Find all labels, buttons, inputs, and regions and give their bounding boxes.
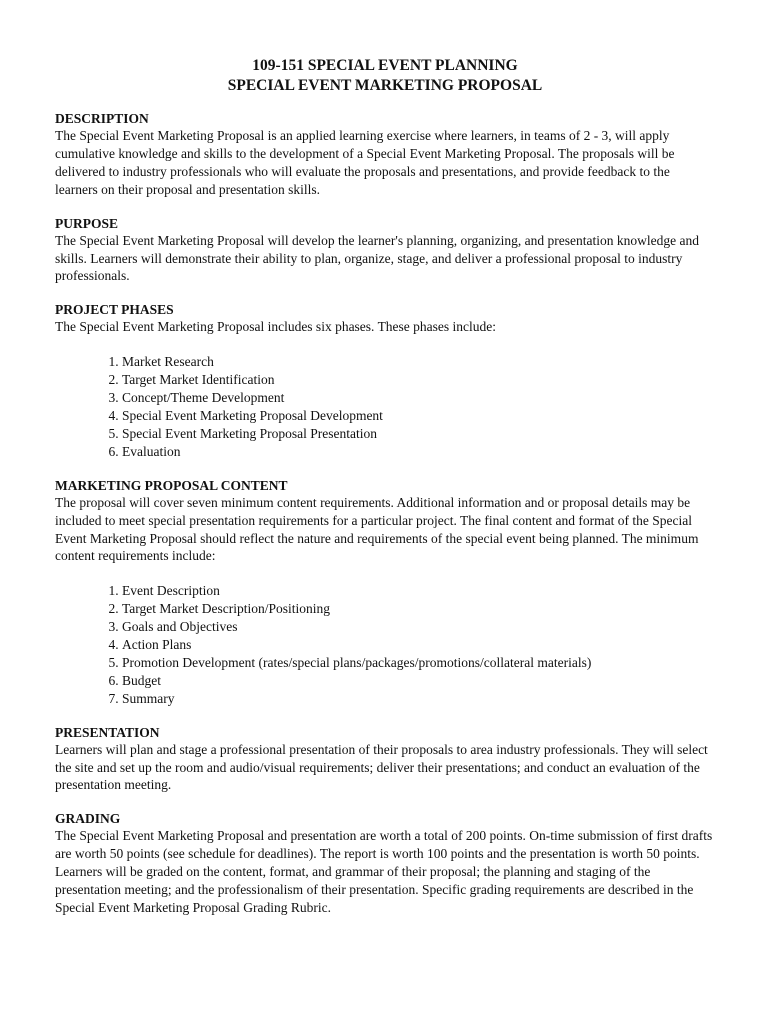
description-text: The Special Event Marketing Proposal is an applied learning exercise where learners, in teams of 2 - 3, will apply cumulative knowledge and skills to the development of a Special Event Marketing Proposal. The proposals will be delivered to industry professionals who will evaluate the proposals and presentations, and provide feedback to the learners on their proposal and presentation skills. bbox=[55, 128, 675, 197]
list-item: 4. Special Event Marketing Proposal Development bbox=[122, 407, 715, 425]
proposal-title: SPECIAL EVENT MARKETING PROPOSAL bbox=[227, 77, 543, 94]
list-item: 6. Budget bbox=[122, 672, 715, 690]
grading-section bbox=[55, 810, 715, 917]
presentation-section bbox=[55, 724, 715, 795]
list-item: 2. Target Market Identification bbox=[122, 371, 715, 389]
project-phases-section bbox=[55, 301, 715, 460]
list-item: 2. Target Market Description/Positioning bbox=[122, 600, 715, 618]
marketing-proposal-content-section bbox=[55, 477, 715, 708]
section-heading-description: DESCRIPTION bbox=[55, 111, 149, 126]
list-item: 5. Special Event Marketing Proposal Presentation bbox=[122, 425, 715, 443]
list-item: 3. Goals and Objectives bbox=[122, 618, 715, 636]
document-title bbox=[55, 56, 715, 96]
section-heading-purpose: PURPOSE bbox=[55, 215, 119, 231]
marketing-proposal-content-text: The proposal will cover seven minimum content requirements. Additional information and or proposal details may be included to meet special presentation requirements for a particular project. The final content and format of the Special Event Marketing Proposal should reflect the nature and requirements of the special event being planned. The minimum content requirements include: bbox=[55, 494, 699, 564]
list-item: 5. Promotion Development (rates/special plans/packages/promotions/collateral materials) bbox=[122, 654, 715, 672]
list-item: 3. Concept/Theme Development bbox=[122, 389, 715, 407]
document-page bbox=[55, 56, 715, 933]
project-phases-list bbox=[55, 353, 715, 460]
section-heading-grading: GRADING bbox=[55, 811, 121, 827]
presentation-text: Learners will plan and stage a professional presentation of their proposals to area industry professionals. They will select the site and set up the room and audio/visual requirements; deliver their presentations; and conduct an evaluation of the presentation meeting. bbox=[55, 741, 708, 793]
purpose-section bbox=[55, 215, 715, 286]
course-title: 109-151 SPECIAL EVENT PLANNING bbox=[252, 57, 518, 74]
list-item: 1. Event Description bbox=[122, 582, 715, 600]
section-heading-marketing-proposal-content: MARKETING PROPOSAL CONTENT bbox=[55, 477, 288, 493]
list-item: 1. Market Research bbox=[122, 353, 715, 371]
list-item: 6. Evaluation bbox=[122, 443, 715, 461]
content-requirements-list bbox=[55, 582, 715, 707]
description-section bbox=[55, 110, 715, 199]
section-heading-project-phases: PROJECT PHASES bbox=[55, 302, 174, 318]
section-heading-presentation: PRESENTATION bbox=[55, 724, 160, 740]
grading-text: The Special Event Marketing Proposal and presentation are worth a total of 200 points. On-time submission of first drafts are worth 50 points (see schedule for deadlines). The report is worth 100 points and the presentation is worth 50 points. Learners will be graded on the content, format, and grammar of their proposal; the planning and staging of the presentation meeting; and the professionalism of their presentation. Specific grading requirements are described in the Special Event Marketing Proposal Grading Rubric. bbox=[55, 828, 713, 915]
list-item: 7. Summary bbox=[122, 690, 715, 708]
list-item: 4. Action Plans bbox=[122, 636, 715, 654]
project-phases-text: The Special Event Marketing Proposal includes six phases. These phases include: bbox=[55, 319, 497, 335]
purpose-text: The Special Event Marketing Proposal will develop the learner's planning, organizing, and presentation knowledge and skills. Learners will demonstrate their ability to plan, organize, stage, and deliver a professional proposal to industry professionals. bbox=[55, 232, 700, 284]
